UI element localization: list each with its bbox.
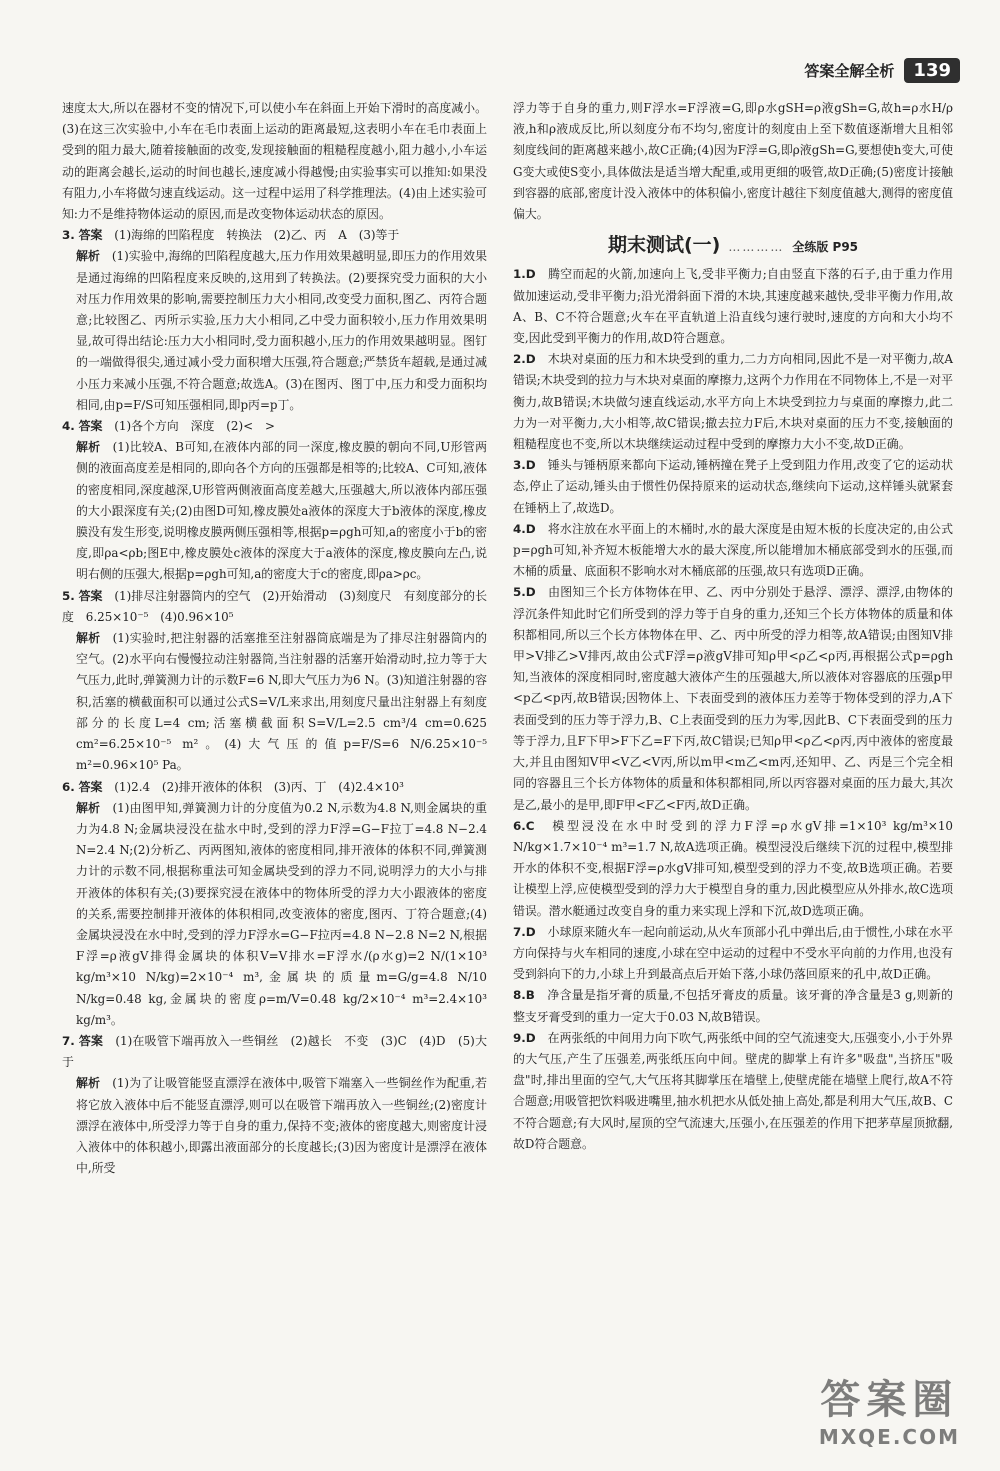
item-number: 2.D: [513, 352, 536, 367]
answer-item: [62, 777, 487, 798]
item-number: 3.: [62, 228, 75, 243]
answer-item: [513, 922, 953, 986]
item-number: 4.: [62, 419, 75, 434]
explanation: [62, 246, 487, 416]
explanation-text: (1)由图甲知,弹簧测力计的分度值为0.2 N,示数为4.8 N,则金属块的重力为4.8 N;金属块浸没在盐水中时,受到的浮力F浮=G−F拉丁=4.8 N−2.4 N=2.4 N;(2)分析乙、丙两图知,液体的密度相同,排开液体的体积不同,弹簧测力计的示数不同,根据称重法可知金属块受到的浮力不同,说明浮力的大小与排开液体的体积有关;(3)要探究浸在液体中的物体所受的浮力大小跟液体的密度的关系,需要控制排开液体的体积相同,改变液体的密度,图丙、丁符合题意;(4)金属块浸没在水中时,受到的浮力F浮水=G−F拉丙=4.8 N−2.8 N=2 N,根据F浮=ρ液gV排得金属块的体积V=V排水=F浮水/(ρ水g)=2 N/(1×10³ kg/m³×10 N/kg)=2×10⁻⁴ m³,金属块的质量m=G/g=4.8 N/10 N/kg=0.48 kg,金属块的密度ρ=m/V=0.48 kg/2×10⁻⁴ m³=2.4×10³ kg/m³。: [76, 800, 487, 1027]
answer-item: [62, 225, 487, 246]
page-number: 139: [904, 58, 960, 83]
answer-item: [513, 264, 953, 349]
explanation: [62, 1073, 487, 1179]
answer-item: [62, 586, 487, 628]
explanation-label: 解析: [76, 631, 101, 646]
left-column: [62, 98, 487, 1179]
answer-label: 答案: [78, 779, 103, 794]
answer-text: 腾空而起的火箭,加速向上飞,受非平衡力;自由竖直下落的石子,由于重力作用做加速运动,受非平衡力;沿光滑斜面下滑的木块,其速度越来越快,受非平衡力作用,故A、B、C不符合题意;火车在平直轨道上沿直线匀速行驶时,速度的方向和大小均不变,因此受到平衡力的作用,故D符合题意。: [513, 267, 953, 346]
right-column: [513, 98, 953, 1155]
answer-text: (1)各个方向 深度 (2)< >: [114, 419, 275, 434]
explanation-label: 解析: [76, 1076, 101, 1091]
paragraph: 速度太大,所以在器材不变的情况下,可以使小车在斜面上开始下滑时的高度减小。(3)在这三次实验中,小车在毛巾表面上运动的距离最短,这表明小车在毛巾表面上受到的阻力最大,随着接触面的改变,发现接触面的粗糙程度越小,阻力越小,小车运动的距离会越长,运动的时间也越长,速度减小得越慢;由实验事实可以推知:如果没有阻力,小车将做匀速直线运动。这一过程中运用了科学推理法。(4)由上述实验可知:力不是维持物体运动的原因,而是改变物体运动状态的原因。: [62, 101, 487, 222]
item-number: 7.: [62, 1033, 75, 1048]
answer-text: (1)海绵的凹陷程度 转换法 (2)乙、丙 A (3)等于: [114, 228, 400, 243]
answer-item: [62, 1031, 487, 1073]
item-number: 6.C: [513, 818, 535, 833]
answer-item: [513, 349, 953, 455]
explanation-label: 解析: [76, 800, 101, 815]
item-number: 3.D: [513, 458, 536, 473]
item-number: 4.D: [513, 521, 536, 536]
item-number: 6.: [62, 779, 75, 794]
section-title: 期末测试(一): [607, 234, 721, 257]
page-header: [804, 58, 960, 83]
header-title: 答案全解全析: [804, 62, 895, 80]
explanation-label: 解析: [76, 249, 100, 264]
answer-label: 答案: [78, 1033, 104, 1048]
answer-item: [513, 1028, 953, 1155]
section-ref: 全练版 P95: [792, 240, 859, 255]
paragraph: 浮力等于自身的重力,则F浮水=F浮液=G,即ρ水gSH=ρ液gSh=G,故h=ρ水H/ρ液,h和ρ液成反比,所以刻度分布不均匀,密度计的刻度由上至下数值逐渐增大且相邻刻度线间的距离越来越小,故C正确;(4)因为F浮=G,即ρ液gSh=G,要想使h变大,可使G变大或使S变小,具体做法是适当增大配重,或用更细的吸管,故D正确;(5)密度计接触到容器的底部,密度计没入液体中的体积偏小,密度计越往下刻度值越大,测得的密度值偏大。: [513, 101, 953, 222]
answer-item: [513, 985, 953, 1027]
answer-text: 由图知三个长方体物体在甲、乙、丙中分别处于悬浮、漂浮、漂浮,由物体的浮沉条件知此时它们所受到的浮力等于自身的重力,还知三个长方体物体的质量和体积都相同,所以三个长方体物体在甲、乙、丙中所受的浮力相等,故A错误;由图知V排甲>V排乙>V排丙,故由公式F浮=ρ液gV排可知ρ甲<ρ乙<ρ丙,再根据公式p=ρgh知,当液体的深度相同时,密度越大液体产生的压强越大,所以液体对容器底的压强p甲<p乙<p丙,故B错误;因物体上、下表面受到的液体压力差等于物体受到的浮力,A下表面受到的压力等于浮力,B、C上表面受到的压力为零,因此B、C下表面受到的压力等于浮力,且F下甲>F下乙=F下丙,故C错误;已知ρ甲<ρ乙<ρ丙,丙中液体的密度最大,并且由图知V甲<V乙<V丙,所以m甲<m乙<m丙,还知甲、乙、丙是三个完全相同的容器且三个长方体物体的质量和体积都相同,所以丙容器对桌面的压力最大,其次是乙,最小的是甲,即F甲<F乙<F丙,故D正确。: [513, 585, 953, 812]
answer-label: 答案: [78, 228, 103, 243]
answer-item: [513, 519, 953, 583]
item-number: 1.D: [513, 267, 536, 282]
answer-text: 锤头与锤柄原来都向下运动,锤柄撞在凳子上受到阻力作用,改变了它的运动状态,停止了运动,锤头由于惯性仍保持原来的运动状态,继续向下运动,这样锤头就紧套在锤柄上了,故选D。: [513, 458, 953, 515]
answer-text: (1)2.4 (2)排开液体的体积 (3)丙、丁 (4)2.4×10³: [114, 779, 404, 794]
item-number: 8.B: [513, 988, 535, 1003]
answer-text: 小球原来随火车一起向前运动,从火车顶部小孔中弹出后,由于惯性,小球在水平方向保持与火车相同的速度,小球在空中运动的过程中不受水平向前的力作用,也没有受到斜向下的力,小球上升到最高点后开始下落,小球仍落回原来的孔中,故D正确。: [513, 924, 953, 982]
item-number: 7.D: [513, 924, 536, 939]
answer-text: 将水注放在水平面上的木桶时,水的最大深度是由短木板的长度决定的,由公式p=ρgh可知,补齐短木板能增大水的最大深度,所以能增加木桶底部受到水的压强,而木桶的质量、底面积不影响水对木桶底部的压强,故只有选项D正确。: [513, 521, 953, 579]
answer-text: 模型浸没在水中时受到的浮力F浮=ρ水gV排=1×10³ kg/m³×10 N/kg×1.7×10⁻⁴ m³=1.7 N,故A选项正确。模型浸没后继续下沉的过程中,模型排开水的体积不变,根据F浮=ρ水gV排可知,模型受到的浮力不变,故B选项正确。若要让模型上浮,应使模型受到的浮力大于模型自身的重力,因此模型应从外排水,故C选项错误。潜水艇通过改变自身的重力来实现上浮和下沉,故D选项正确。: [513, 818, 953, 918]
explanation-label: 解析: [76, 440, 101, 455]
explanation: [62, 628, 487, 776]
explanation: [62, 437, 487, 585]
watermark-url: MXQE.COM: [818, 1425, 960, 1449]
explanation-text: (1)实验时,把注射器的活塞推至注射器筒底端是为了排尽注射器筒内的空气。(2)水平向右慢慢拉动注射器筒,当注射器的活塞开始滑动时,拉力等于大气压力,此时,弹簧测力计的示数F=6 N,即大气压力为6 N。(3)知道注射器的容积,活塞的横截面积可以通过公式S=V/L来求出,用刻度尺量出注射器上有刻度部分的长度L=4 cm;活塞横截面积S=V/L=2.5 cm³/4 cm=0.625 cm²=6.25×10⁻⁵ m²。(4)大气压的值p=F/S=6 N/6.25×10⁻⁵ m²=0.96×10⁵ Pa。: [76, 631, 487, 773]
watermark-logo: [819, 1368, 960, 1449]
explanation-text: (1)实验中,海绵的凹陷程度越大,压力作用效果越明显,即压力的作用效果是通过海绵的凹陷程度来反映的,这用到了转换法。(2)要探究受力面积的大小对压力作用效果的影响,需要控制压力大小相同,改变受力面积,图乙、丙符合题意;比较图乙、丙所示实验,压力大小相同,乙中受力面积较小,压力作用效果明显,故可得出结论:压力大小相同时,受力面积越小,压力的作用效果越明显。图钉的一端做得很尖,通过减小受力面积增大压强,符合题意;严禁货车超载,是通过减小压力来减小压强,不符合题意;故选A。(3)在图丙、图丁中,压力和受力面积均相同,由p=F/S可知压强相同,即p丙=p丁。: [76, 249, 487, 412]
answer-text: (1)排尽注射器筒内的空气 (2)开始滑动 (3)刻度尺 有刻度部分的长度 6.25×10⁻⁵ (4)0.96×10⁵: [62, 588, 488, 624]
answer-text: 净含量是指牙膏的质量,不包括牙膏皮的质量。该牙膏的净含量是3 g,则新的整支牙膏受到的重力一定大于0.03 N,故B错误。: [513, 988, 953, 1024]
explanation-text: (1)为了让吸管能竖直漂浮在液体中,吸管下端塞入一些铜丝作为配重,若将它放入液体中后不能竖直漂浮,则可以在吸管下端再放入一些铜丝;(2)密度计漂浮在液体中,所受浮力等于自身的重力,保持不变;液体的密度越大,则密度计浸入液体中的体积越小,即露出液面部分的长度越长;(3)因为密度计是漂浮在液体中,所受: [76, 1076, 487, 1176]
answer-label: 答案: [78, 419, 103, 434]
answer-item: [62, 416, 487, 437]
explanation-text: (1)比较A、B可知,在液体内部的同一深度,橡皮膜的朝向不同,U形管两侧的液面高度差是相同的,即向各个方向的压强都是相等的;比较A、C可知,液体的密度相同,深度越深,U形管两侧液面高度差越大,压强越大,所以液体内部压强的大小跟深度有关;(2)由图D可知,橡皮膜处a液体的深度大于b液体的深度,橡皮膜没有发生形变,说明橡皮膜两侧压强相等,根据p=ρgh可知,a的密度小于b的密度,即ρa<ρb;图E中,橡皮膜处c液体的深度大于a液体的深度,橡皮膜向左凸,说明右侧的压强大,根据p=ρgh可知,a的密度大于c的密度,即ρa>ρc。: [76, 440, 487, 582]
item-number: 9.D: [513, 1030, 536, 1045]
section-heading: [513, 235, 953, 258]
answer-text: 在两张纸的中间用力向下吹气,两张纸中间的空气流速变大,压强变小,小于外界的大气压,产生了压强差,两张纸压向中间。壁虎的脚掌上有许多"吸盘",当挤压"吸盘"时,排出里面的空气,大气压将其脚掌压在墙壁上,使壁虎能在墙壁上爬行,故A不符合题意;用吸管把饮料吸进嘴里,抽水机把水从低处抽上高处,都是利用大气压,故B、C不符合题意;有大风时,屋顶的空气流速大,压强小,在压强差的作用下把茅草屋顶掀翻,故D符合题意。: [513, 1030, 953, 1151]
answer-item: [513, 455, 953, 519]
answer-item: [513, 582, 953, 815]
item-number: 5.D: [513, 585, 536, 600]
answer-text: (1)在吸管下端再放入一些铜丝 (2)越长 不变 (3)C (4)D (5)大于: [62, 1033, 487, 1070]
item-number: 5.: [62, 588, 75, 603]
watermark-text: 答案圈: [820, 1377, 959, 1423]
answer-text: 木块对桌面的压力和木块受到的重力,二力方向相同,因此不是一对平衡力,故A错误;木块受到的拉力与木块对桌面的摩擦力,这两个力作用在不同物体上,不是一对平衡力,故B错误;木块做匀速直线运动,水平方向上木块受到拉力与桌面的摩擦力,此二力为一对平衡力,大小相等,故C错误;撤去拉力F后,木块对桌面的压力不变,接触面的粗糙程度也不变,所以木块继续运动过程中受到的摩擦力大小不变,故D正确。: [513, 352, 953, 452]
section-dots: …………: [728, 240, 785, 255]
answer-label: 答案: [78, 588, 103, 603]
explanation: [62, 798, 487, 1031]
answer-item: [513, 816, 953, 922]
